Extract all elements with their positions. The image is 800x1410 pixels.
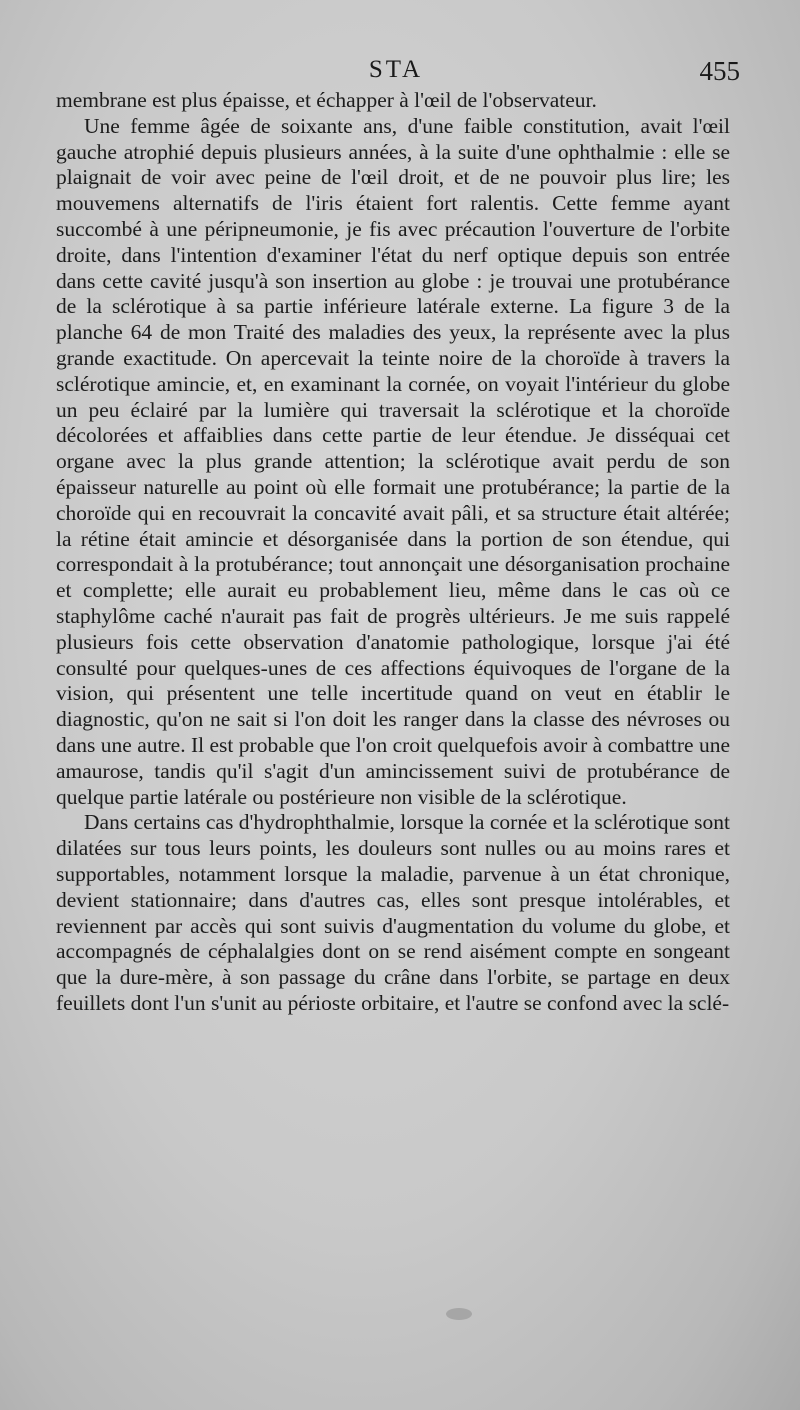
paragraph-case-report: Une femme âgée de soixante ans, d'une faible constitution, avait l'œil gauche atrophié depuis plusieurs années, à la suite d'une ophthalmie : elle se plaignait de voir avec peine de l'œil droit, et de ne pouvoir plus lire; les mouvemens alternatifs de l'iris étaient fort ralentis. Cette femme ayant succombé à une péripneumonie, je fis avec précaution l'ouverture de l'orbite droite, dans l'intention d'examiner l'état du nerf optique depuis son entrée dans cette cavité jusqu'à son insertion au globe : je trouvai une protubérance de la sclérotique à sa partie inférieure latérale externe. La figure 3 de la planche 64 de mon Traité des maladies des yeux, la représente avec la plus grande exactitude. On apercevait la teinte noire de la choroïde à travers la sclérotique amincie, et, en examinant la cornée, on voyait l'intérieur du globe un peu éclairé par la lumière qui traversait la sclérotique et la choroïde décolorées et affaiblies dans cette partie de leur étendue. Je disséquai cet organe avec la plus grande attention; la sclérotique avait perdu de son épaisseur naturelle au point où elle formait une protubérance; la partie de la choroïde qui en recouvrait la concavité avait pâli, et sa structure était altérée; la rétine était amincie et désorganisée dans la portion de son étendue, qui correspondait à la protubérance; tout annonçait une désorganisation prochaine et complette; elle aurait eu probablement lieu, même dans le cas où ce staphylôme caché n'aurait pas fait de progrès ultérieurs. Je me suis rappelé plusieurs fois cette observation d'anatomie pathologique, lorsque j'ai été consulté pour quelques-unes de ces affections équivoques de l'organe de la vision, qui présentent une telle incertitude quand on veut en établir le diagnostic, qu'on ne sait si l'on doit les ranger dans la classe des névroses ou dans une autre. Il est probable que l'on croit quelquefois avoir à combattre une amaurose, tandis qu'il s'agit d'un amincissement suivi de protubérance de quelque partie latérale ou postérieure non visible de la sclérotique. xyxy=(56,113,730,809)
paragraph-continuation: membrane est plus épaisse, et échapper à l'œil de l'observateur. xyxy=(56,88,597,112)
page-header xyxy=(56,56,740,90)
body-text xyxy=(56,88,730,1017)
page-number: 455 xyxy=(699,56,740,86)
running-head: STA xyxy=(368,56,424,83)
paragraph-hydrophthalmie: Dans certains cas d'hydrophthalmie, lorsque la cornée et la sclérotique sont dilatées sur tous leurs points, les douleurs sont nulles ou au moins rares et supportables, notamment lorsque la maladie, parvenue à un état chronique, devient stationnaire; dans d'autres cas, elles sont presque intolérables, et reviennent par accès qui sont suivis d'augmentation du volume du globe, et accompagnés de céphalalgies dont on se rend aisément compte en songeant que la dure-mère, à son passage du crâne dans l'orbite, se partage en deux feuillets dont l'un s'unit au périoste orbitaire, et l'autre se confond avec la sclé- xyxy=(56,810,730,1015)
ink-smudge xyxy=(446,1308,472,1320)
